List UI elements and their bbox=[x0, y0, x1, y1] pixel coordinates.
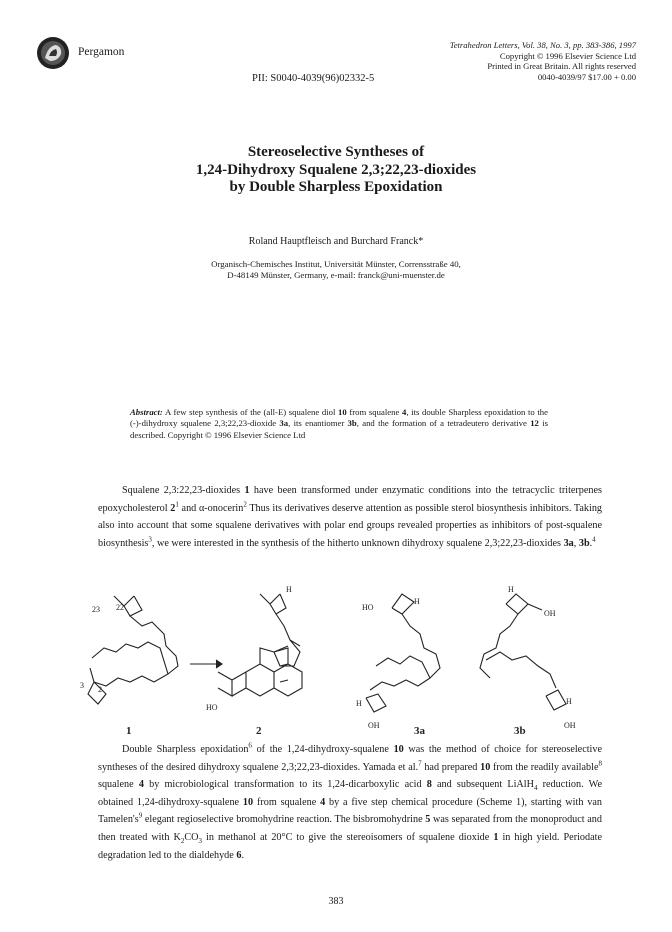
compound-label: 1 bbox=[126, 725, 132, 736]
page-number: 383 bbox=[328, 896, 344, 907]
citation: 3 bbox=[148, 535, 152, 544]
chemical-structures-figure bbox=[80, 586, 610, 736]
abstract-text: , its enantiomer bbox=[288, 418, 348, 429]
text: and α-onocerin bbox=[178, 502, 244, 514]
atom-label: OH bbox=[564, 721, 576, 730]
text: squalene bbox=[98, 779, 139, 791]
compound-ref: 10 bbox=[338, 407, 347, 417]
compound-ref: 3a bbox=[279, 418, 289, 429]
subscript: 2 bbox=[180, 837, 185, 845]
pii-identifier: PII: S0040-4039(96)02332-5 bbox=[252, 73, 375, 84]
compound-ref: 3b bbox=[578, 537, 590, 549]
body-paragraph-1 bbox=[98, 482, 602, 552]
publisher-name: Pergamon bbox=[78, 46, 125, 58]
abstract-text: is described. Copyright © 1996 Elsevier Science Ltd bbox=[130, 418, 548, 440]
journal-line: Printed in Great Britain. All rights reserved bbox=[487, 61, 636, 72]
abstract-text: , and the formation of a tetradeutero derivative bbox=[356, 418, 531, 429]
atom-label: H bbox=[508, 586, 514, 594]
affiliation bbox=[60, 259, 612, 282]
atom-label: H bbox=[414, 597, 420, 606]
compound-ref: 3a bbox=[563, 537, 574, 549]
text: by a five step chemical procedure (Scheme 1), starting with van Tamelen's bbox=[98, 796, 602, 826]
citation: 2 bbox=[243, 500, 247, 509]
body-paragraph-2 bbox=[98, 741, 602, 864]
text: and subsequent LiAlH bbox=[431, 779, 534, 791]
journal-line: Tetrahedron Letters, Vol. 38, No. 3, pp. 383-386, 1997 bbox=[449, 40, 636, 50]
compound-label: 3b bbox=[514, 725, 526, 736]
subscript: 4 bbox=[533, 784, 538, 793]
affiliation-line: D-48149 Münster, Germany, e-mail: franck@uni-muenster.de bbox=[227, 270, 445, 281]
structure-3a bbox=[356, 594, 440, 736]
subscript: 3 bbox=[198, 837, 202, 845]
atom-number: 22 bbox=[116, 603, 124, 612]
atom-label: H bbox=[566, 697, 572, 706]
title-line: Stereoselective Syntheses of bbox=[247, 144, 425, 160]
citation: 9 bbox=[138, 811, 143, 820]
abstract-text: , its double Sharpless epoxidation to the (-)-dihydroxy squalene 2,3;22,23-dioxide bbox=[130, 407, 548, 429]
compound-ref: 10 bbox=[393, 744, 404, 755]
text: . bbox=[241, 849, 244, 861]
text: Squalene 2,3:22,23-dioxides bbox=[122, 485, 245, 496]
text: by microbiological transformation to its 1,24-dicarboxylic acid bbox=[143, 779, 427, 791]
text: from squalene bbox=[253, 796, 321, 808]
compound-ref: 2 bbox=[170, 502, 176, 514]
structure-1 bbox=[80, 596, 178, 736]
text: was separated from the monoproduct and then treated with K bbox=[98, 814, 602, 843]
title-line: by Double Sharpless Epoxidation bbox=[229, 179, 443, 195]
abstract-text: A few step synthesis of the (all-E) squalene diol bbox=[162, 407, 339, 417]
affiliation-line: Organisch-Chemisches Institut, Universität Münster, Corrensstraße 40, bbox=[211, 259, 461, 269]
paper-title bbox=[60, 144, 612, 197]
compound-ref: 12 bbox=[530, 418, 539, 429]
text: had prepared bbox=[421, 761, 481, 773]
compound-ref: 3b bbox=[347, 418, 357, 429]
compound-ref: 10 bbox=[480, 761, 491, 773]
text: , bbox=[573, 537, 579, 549]
citation: 7 bbox=[418, 759, 422, 768]
atom-label: OH bbox=[368, 721, 380, 730]
text: reduction. We obtained 1,24-dihydroxy-squalene bbox=[98, 779, 602, 808]
compound-ref: 4 bbox=[401, 407, 407, 417]
atom-number: 23 bbox=[92, 605, 100, 614]
atom-label: HO bbox=[206, 703, 218, 712]
text: , we were interested in the synthesis of the hitherto unknown dihydroxy squalene 2,3;22,23-dioxides bbox=[151, 537, 564, 549]
compound-ref: 6 bbox=[236, 849, 242, 861]
abstract-text: from squalene bbox=[346, 407, 402, 417]
atom-number: 3 bbox=[80, 681, 84, 690]
text: in methanol at 20°C to give the stereoisomers of squalene dioxide bbox=[202, 831, 494, 843]
compound-label: 2 bbox=[256, 725, 262, 736]
citation: 1 bbox=[175, 500, 179, 509]
journal-line: Copyright © 1996 Elsevier Science Ltd bbox=[499, 50, 636, 61]
authors: Roland Hauptfleisch and Burchard Franck* bbox=[248, 236, 424, 247]
citation: 6 bbox=[248, 741, 252, 750]
compound-label: 3a bbox=[414, 725, 425, 736]
compound-ref: 4 bbox=[138, 779, 144, 791]
text: have been transformed under enzymatic conditions into the tetracyclic triterpenes epoxycholesterol bbox=[98, 485, 603, 514]
atom-label: OH bbox=[544, 609, 556, 618]
title-line: 1,24-Dihydroxy Squalene 2,3;22,23-dioxides bbox=[195, 161, 477, 178]
journal-citation bbox=[336, 40, 636, 82]
abstract bbox=[130, 407, 548, 441]
compound-ref: 4 bbox=[320, 796, 326, 808]
structure-3b bbox=[480, 586, 576, 736]
text: Thus its derivatives deserve attention as possible sterol biosynthesis inhibitors. Taking also into account that some squalene derivatives with polar end groups revealed properties as inhibitors of post-squalene biosynthesis bbox=[98, 502, 603, 549]
compound-ref: 10 bbox=[242, 796, 254, 808]
citation: 4 bbox=[592, 535, 596, 544]
compound-ref: 1 bbox=[493, 831, 499, 843]
abstract-label: Abstract: bbox=[130, 407, 163, 417]
structure-2 bbox=[206, 586, 302, 736]
text: . bbox=[589, 537, 593, 549]
text: CO bbox=[184, 831, 199, 843]
compound-ref: 1 bbox=[244, 485, 250, 496]
citation: 8 bbox=[598, 759, 602, 768]
compound-ref: 5 bbox=[425, 814, 431, 826]
text: was the method of choice for stereoselective syntheses of the desired dihydroxy squalene 2,3;22,23-dioxides. Yamada et al. bbox=[98, 744, 602, 773]
text: elegant regioselective bromohydrine reaction. The bisbromohydrine bbox=[142, 814, 426, 826]
publisher-logo-icon bbox=[36, 36, 70, 70]
journal-line: 0040-4039/97 $17.00 + 0.00 bbox=[537, 71, 636, 82]
atom-label: H bbox=[286, 586, 292, 594]
reaction-arrow-icon bbox=[190, 660, 222, 668]
atom-number: 2 bbox=[98, 685, 102, 694]
atom-label: HO bbox=[362, 603, 374, 612]
text: of the 1,24-dihydroxy-squalene bbox=[251, 744, 394, 755]
compound-ref: 8 bbox=[426, 779, 432, 791]
text: from the readily available bbox=[490, 761, 599, 773]
atom-label: H bbox=[356, 699, 362, 708]
text: in high yield. Periodate degradation led to the dialdehyde bbox=[98, 831, 602, 861]
text: Double Sharpless epoxidation bbox=[122, 744, 249, 755]
